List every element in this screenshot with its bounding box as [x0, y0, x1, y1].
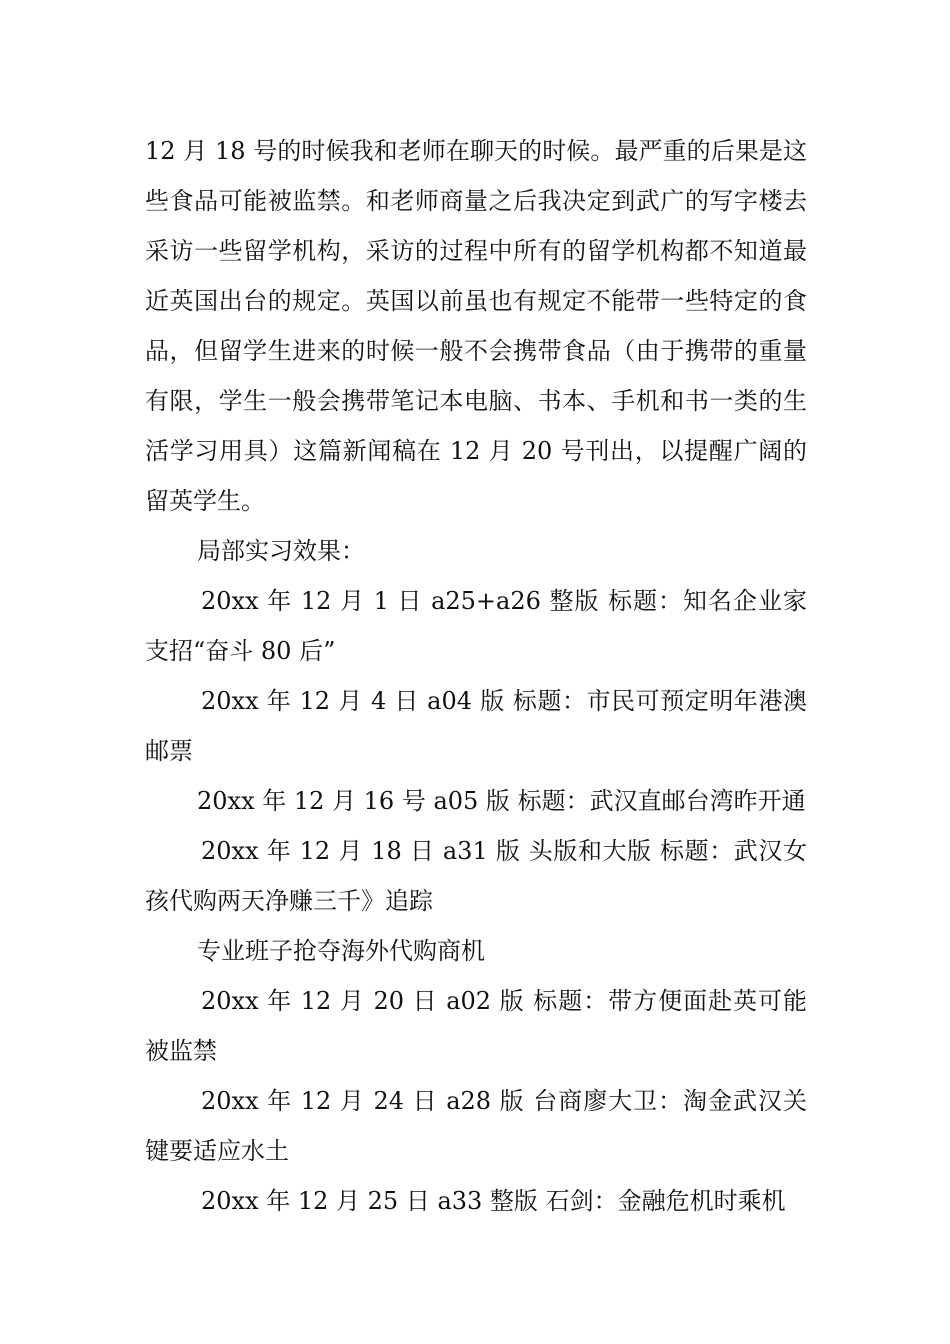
paragraph-news-story: 12 月 18 号的时候我和老师在聊天的时候。最严重的后果是这些食品可能被监禁。和老师商量之后我决定到武广的写字楼去采访一些留学机构，采访的过程中所有的留学机构都不知道最近英国出台的规定。英国以前虽也有规定不能带一些特定的食品，但留学生进来的时候一般不会携带食品（由于携带的重量有限，学生一般会携带笔记本电脑、书本、手机和书一类的生活学习用具）这篇新闻稿在 12 月 20 号刊出，以提醒广阔的留英学生。	[145, 137, 807, 515]
paragraph-entry-dec-16: 20xx 年 12 月 16 号 a05 版 标题：武汉直邮台湾昨开通	[197, 787, 806, 815]
paragraph-entry-dec-25: 20xx 年 12 月 25 日 a33 整版 石剑：金融危机时乘机	[201, 1187, 786, 1215]
paragraph-entry-dec-20: 20xx 年 12 月 20 日 a02 版 标题：带方便面赴英可能被监禁	[145, 987, 807, 1065]
paragraph-entry-followup: 专业班子抢夺海外代购商机	[197, 937, 485, 965]
paragraph-entry-dec-18: 20xx 年 12 月 18 日 a31 版 头版和大版 标题：武汉女孩代购两天净赚三千》追踪	[145, 837, 807, 915]
paragraph-entry-dec-1: 20xx 年 12 月 1 日 a25+a26 整版 标题：知名企业家支招“奋斗 80 后”	[145, 587, 807, 665]
paragraph-entry-dec-24: 20xx 年 12 月 24 日 a28 版 台商廖大卫：淘金武汉关键要适应水土	[145, 1087, 807, 1165]
document-body	[145, 126, 807, 1226]
paragraph-section-heading: 局部实习效果：	[197, 537, 365, 565]
paragraph-entry-dec-4: 20xx 年 12 月 4 日 a04 版 标题：市民可预定明年港澳邮票	[145, 687, 807, 765]
